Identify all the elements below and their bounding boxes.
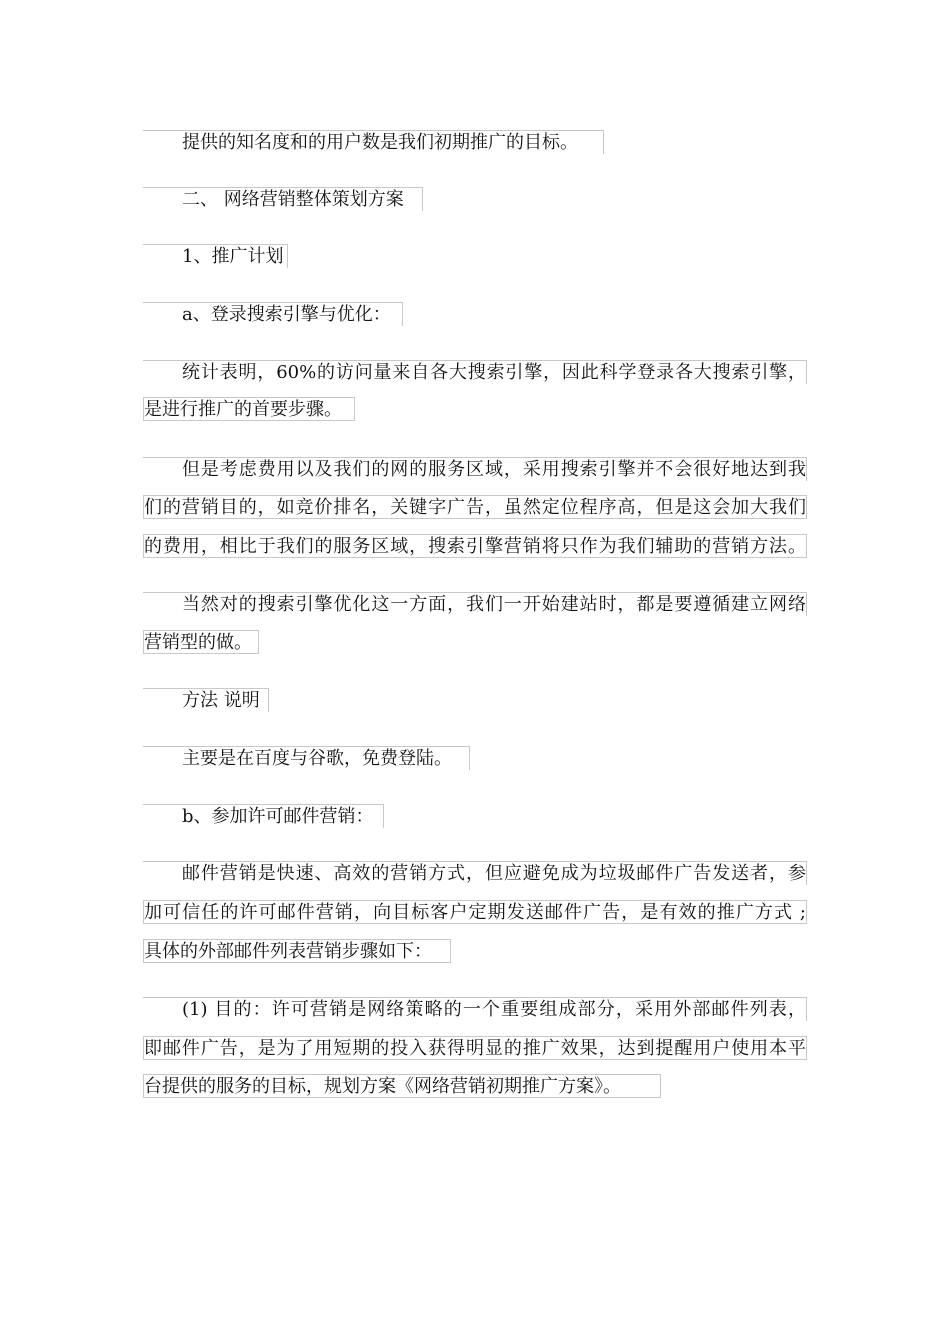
text-line: (1) 目的：许可营销是网络策略的一个重要组成部分，采用外部邮件列表，	[143, 997, 807, 1021]
text-line: 加可信任的许可邮件营销，向目标客户定期发送邮件广告，是有效的推广方式 ;	[144, 902, 806, 923]
text-line: 邮件营销是快速、高效的营销方式，但应避免成为垃圾邮件广告发送者，参	[143, 861, 807, 885]
text-line: 是进行推广的首要步骤。	[143, 397, 355, 421]
text-line: 台提供的服务的目标，规划方案《网络营销初期推广方案》。	[143, 1074, 661, 1098]
text-line: 但是考虑费用以及我们的网的服务区域，采用搜索引擎并不会很好地达到我	[143, 457, 807, 481]
item-heading: a、登录搜索引擎与优化：	[143, 302, 403, 326]
text-line: 具体的外部邮件列表营销步骤如下：	[143, 939, 451, 963]
text-line: 即邮件广告，是为了用短期的投入获得明显的推广效果，达到提醒用户使用本平	[144, 1038, 806, 1059]
subsection-heading: 1、推广计划	[143, 244, 288, 268]
item-heading: b、参加许可邮件营销：	[143, 804, 384, 828]
text-line: 主要是在百度与谷歌，免费登陆。	[143, 746, 470, 770]
section-heading: 二、 网络营销整体策划方案	[143, 187, 423, 211]
text-line: 提供的知名度和的用户数是我们初期推广的目标。	[143, 130, 604, 154]
text-line: 们的营销目的，如竞价排名，关键字广告，虽然定位程序高，但是这会加大我们	[144, 497, 806, 518]
text-line: 营销型的做。	[143, 630, 259, 654]
text-line: 方法 说明	[143, 688, 269, 712]
text-line: 统计表明，60%的访问量来自各大搜索引擎，因此科学登录各大搜索引擎，	[143, 360, 807, 384]
text-line: 当然对的搜索引擎优化这一方面，我们一开始建站时，都是要遵循建立网络	[143, 592, 807, 616]
text-line: 的费用，相比于我们的服务区域，搜索引擎营销将只作为我们辅助的营销方法。	[144, 536, 806, 557]
